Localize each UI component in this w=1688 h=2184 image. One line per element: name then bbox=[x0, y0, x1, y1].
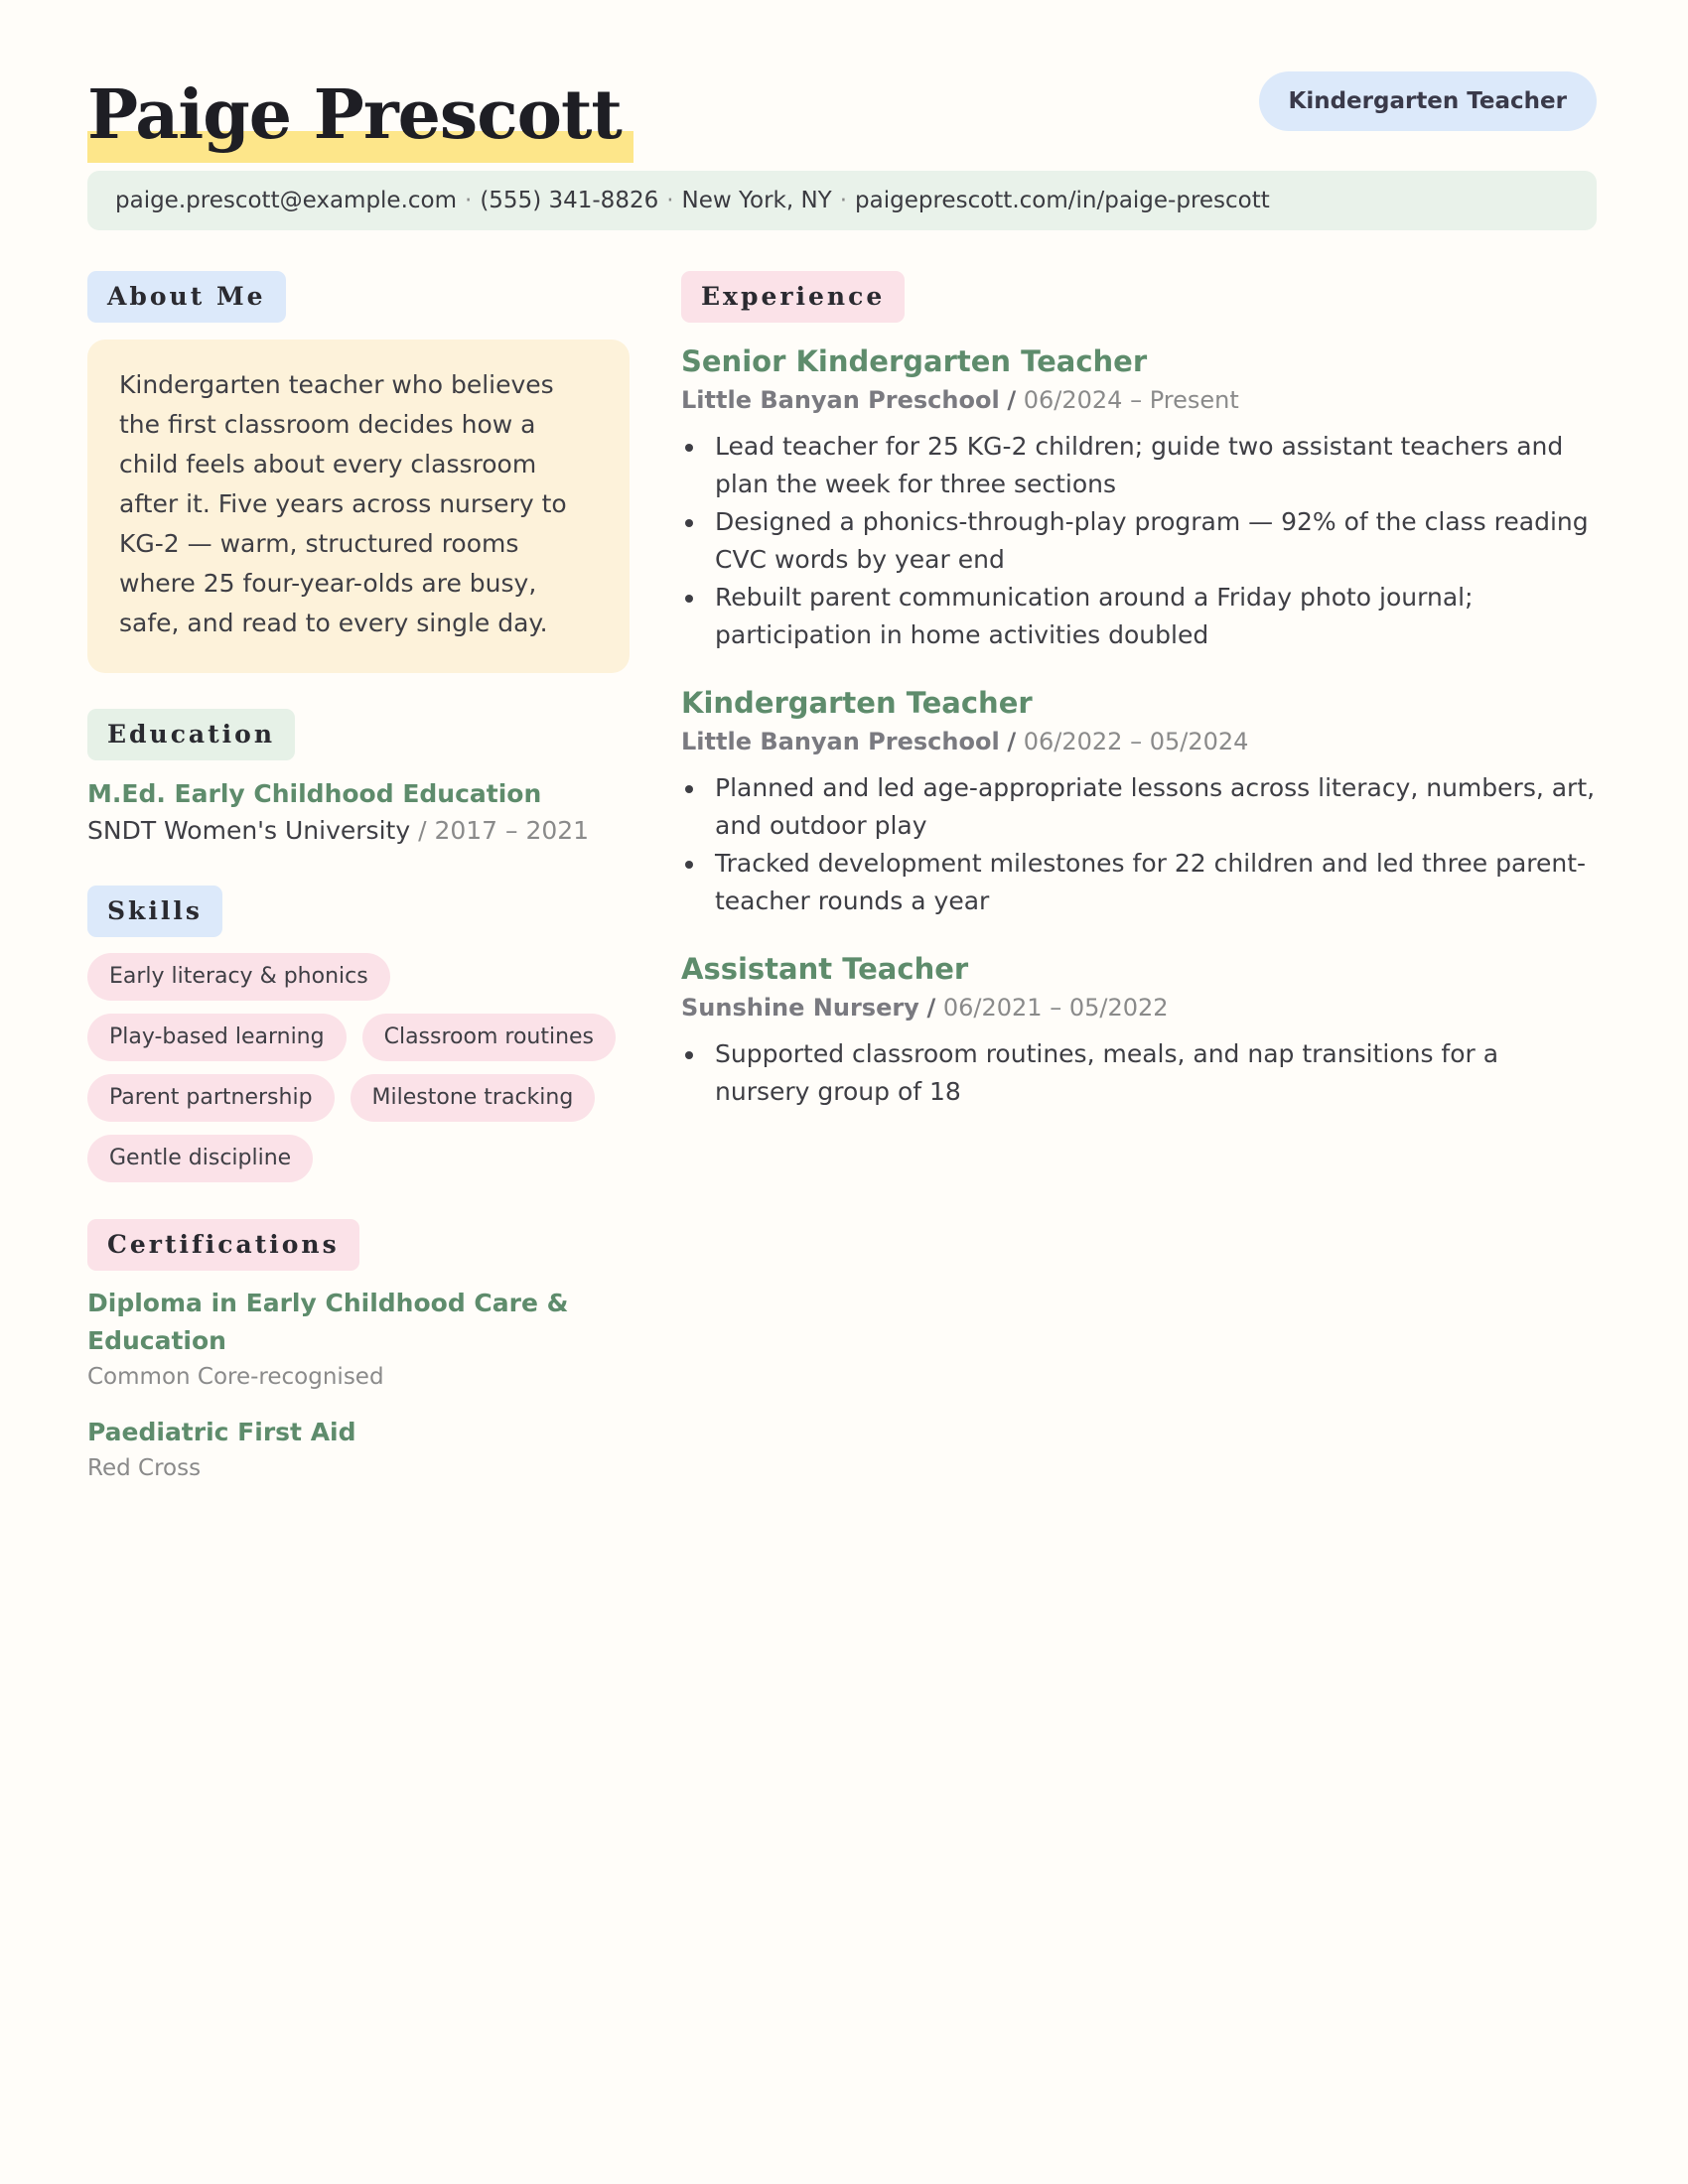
job-bullet: Rebuilt parent communication around a Friday photo journal; participation in home activities doubled bbox=[681, 579, 1599, 654]
contact-website[interactable]: paigeprescott.com/in/paige-prescott bbox=[855, 188, 1270, 213]
education-section bbox=[87, 709, 630, 850]
name-block bbox=[87, 62, 622, 155]
certifications-heading: Certifications bbox=[87, 1219, 359, 1271]
contact-separator: · bbox=[666, 188, 674, 213]
contact-separator: · bbox=[465, 188, 473, 213]
job-title: Senior Kindergarten Teacher bbox=[681, 344, 1148, 378]
job-bullet: Planned and led age-appropriate lessons across literacy, numbers, art, and outdoor play bbox=[681, 769, 1599, 845]
skill-chip: Parent partnership bbox=[87, 1074, 335, 1122]
candidate-name bbox=[87, 62, 622, 155]
certification-issuer: Common Core-recognised bbox=[87, 1364, 384, 1390]
job-dates: 06/2021 – 05/2022 bbox=[942, 994, 1169, 1022]
job-title: Kindergarten Teacher bbox=[681, 686, 1033, 720]
education-heading: Education bbox=[87, 709, 295, 760]
job-organization: Sunshine Nursery bbox=[681, 994, 919, 1022]
job-bullet: Designed a phonics-through-play program — 92% of the class reading CVC words by year end bbox=[681, 503, 1599, 579]
job-bullet: Supported classroom routines, meals, and nap transitions for a nursery group of 18 bbox=[681, 1035, 1599, 1111]
job-entry bbox=[681, 341, 1599, 654]
job-title: Assistant Teacher bbox=[681, 952, 969, 986]
about-section bbox=[87, 271, 630, 673]
right-column bbox=[681, 271, 1599, 1111]
job-entry bbox=[681, 682, 1599, 920]
education-school: SNDT Women's University bbox=[87, 816, 411, 845]
skill-chip: Early literacy & phonics bbox=[87, 953, 390, 1001]
skill-chip: Classroom routines bbox=[362, 1014, 616, 1061]
job-meta: Sunshine Nursery / 06/2021 – 05/2022 bbox=[681, 994, 1169, 1022]
skill-chip: Play-based learning bbox=[87, 1014, 347, 1061]
certification-item bbox=[87, 1414, 630, 1485]
job-organization: Little Banyan Preschool bbox=[681, 728, 1000, 755]
education-school-line bbox=[87, 812, 630, 850]
skill-chip: Gentle discipline bbox=[87, 1135, 313, 1182]
job-dates: 06/2022 – 05/2024 bbox=[1023, 728, 1249, 755]
role-badge: Kindergarten Teacher bbox=[1259, 71, 1598, 131]
job-dates: 06/2024 – Present bbox=[1023, 386, 1239, 414]
candidate-name-text: Paige Prescott bbox=[87, 75, 622, 155]
certification-title: Diploma in Early Childhood Care & Education bbox=[87, 1289, 569, 1355]
about-heading: About Me bbox=[87, 271, 286, 323]
skills-heading: Skills bbox=[87, 886, 222, 937]
certification-issuer: Red Cross bbox=[87, 1455, 202, 1481]
skills-list bbox=[87, 953, 643, 1195]
contact-email[interactable]: paige.prescott@example.com bbox=[115, 188, 458, 213]
job-bullets bbox=[681, 428, 1599, 654]
job-meta: Little Banyan Preschool / 06/2024 – Present bbox=[681, 386, 1239, 414]
job-bullets bbox=[681, 1035, 1599, 1111]
job-bullet: Tracked development milestones for 22 children and led three parent-teacher rounds a year bbox=[681, 845, 1599, 920]
skill-chip: Milestone tracking bbox=[351, 1074, 596, 1122]
contact-separator: · bbox=[839, 188, 848, 213]
experience-section bbox=[681, 271, 1599, 1111]
certification-item bbox=[87, 1285, 630, 1394]
left-column bbox=[87, 271, 630, 1485]
skills-section bbox=[87, 886, 630, 1195]
job-entry bbox=[681, 948, 1599, 1111]
contact-location: New York, NY bbox=[681, 188, 832, 213]
certifications-section bbox=[87, 1219, 630, 1485]
job-bullet: Lead teacher for 25 KG-2 children; guide two assistant teachers and plan the week for three sections bbox=[681, 428, 1599, 503]
certification-title: Paediatric First Aid bbox=[87, 1418, 356, 1446]
education-degree: M.Ed. Early Childhood Education bbox=[87, 779, 542, 808]
job-bullets bbox=[681, 769, 1599, 920]
job-organization: Little Banyan Preschool bbox=[681, 386, 1000, 414]
job-meta: Little Banyan Preschool / 06/2022 – 05/2024 bbox=[681, 728, 1249, 755]
experience-heading: Experience bbox=[681, 271, 905, 323]
contact-phone[interactable]: (555) 341-8826 bbox=[480, 188, 659, 213]
contact-bar bbox=[87, 171, 1597, 230]
education-years: / 2017 – 2021 bbox=[418, 816, 590, 845]
about-text: Kindergarten teacher who believes the first classroom decides how a child feels about every classroom after it. Five years across nursery to KG-2 — warm, structured rooms where 25 four-year-olds are busy, safe, and read to every single day. bbox=[87, 340, 630, 673]
